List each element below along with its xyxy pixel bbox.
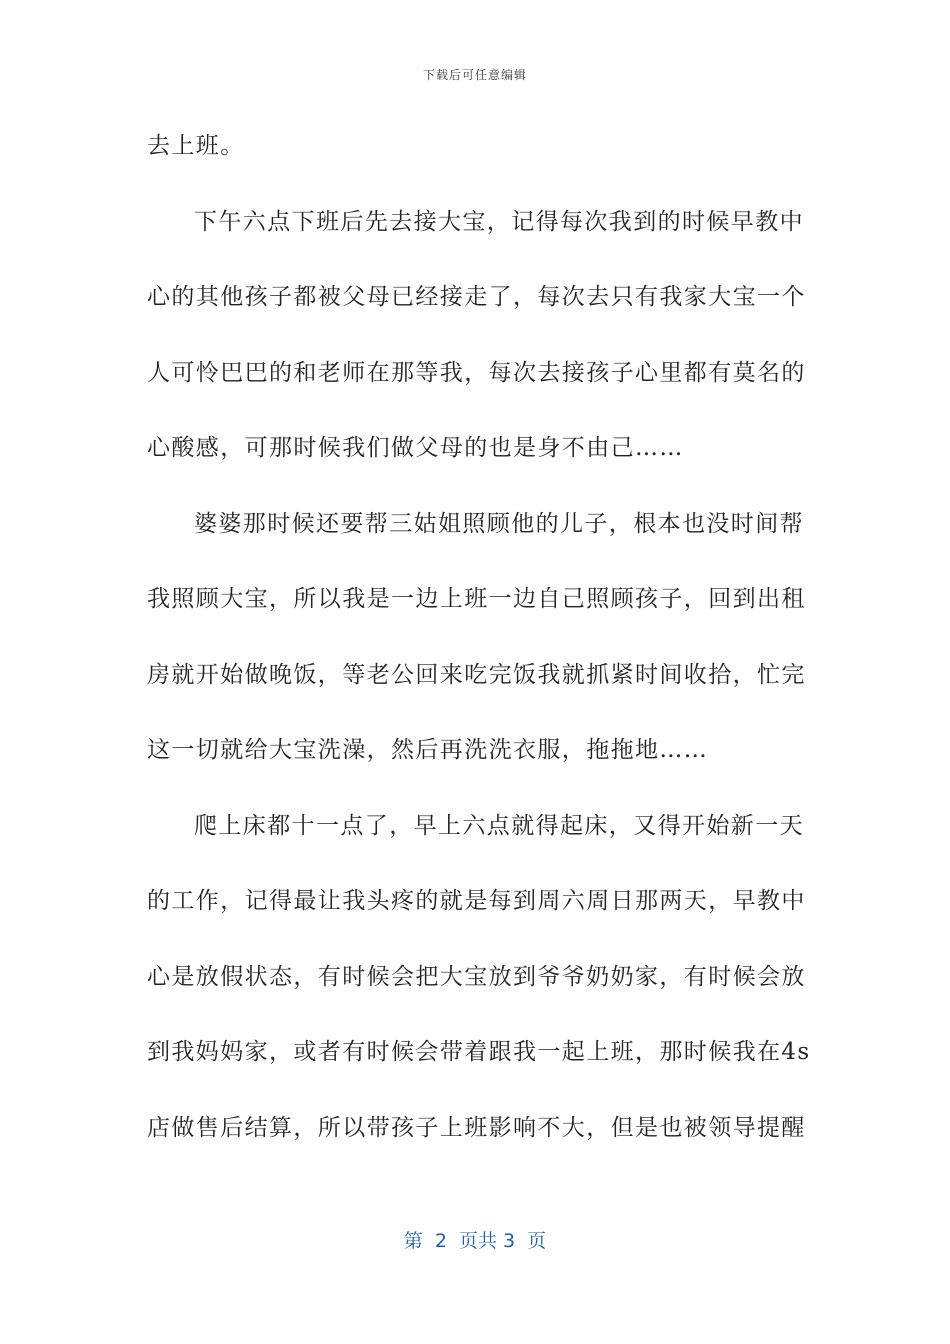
header-note: 下载后可任意编辑 — [422, 68, 527, 82]
text-line: 我照顾大宝，所以我是一边上班一边自己照顾孩子，回到出租 — [147, 586, 806, 612]
text-line: 心酸感，可那时候我们做父母的也是身不由己…… — [147, 435, 684, 461]
text-line: 人可怜巴巴的和老师在那等我，每次去接孩子心里都有莫名的 — [147, 359, 806, 386]
text-line: 的工作，记得最让我头疼的就是每到周六周日那两天，早教中 — [147, 888, 806, 914]
text-line: 房就开始做晚饭，等老公回来吃完饭我就抓紧时间收拾，忙完 — [147, 661, 806, 688]
text-line: 店做售后结算，所以带孩子上班影响不大，但是也被领导提醒 — [147, 1114, 806, 1141]
text-line: 这一切就给大宝洗澡，然后再洗洗衣服，拖拖地…… — [147, 737, 709, 763]
text-line: 心是放假状态，有时候会把大宝放到爷爷奶奶家，有时候会放 — [147, 963, 806, 990]
text-line: 心的其他孩子都被父母已经接走了，每次去只有我家大宝一个 — [147, 284, 806, 310]
page-footer: 第 2 页共 3 页 — [403, 1230, 547, 1252]
text-line: 去上班。 — [147, 133, 245, 159]
text-line: 爬上床都十一点了，早上六点就得起床，又得开始新一天 — [194, 812, 804, 839]
document-body — [147, 128, 811, 1185]
text-line: 下午六点下班后先去接大宝，记得每次我到的时候早教中 — [194, 208, 804, 235]
text-line: 到我妈妈家，或者有时候会带着跟我一起上班，那时候我在4s — [147, 1039, 811, 1065]
text-line: 婆婆那时候还要帮三姑姐照顾他的儿子，根本也没时间帮 — [194, 510, 804, 537]
